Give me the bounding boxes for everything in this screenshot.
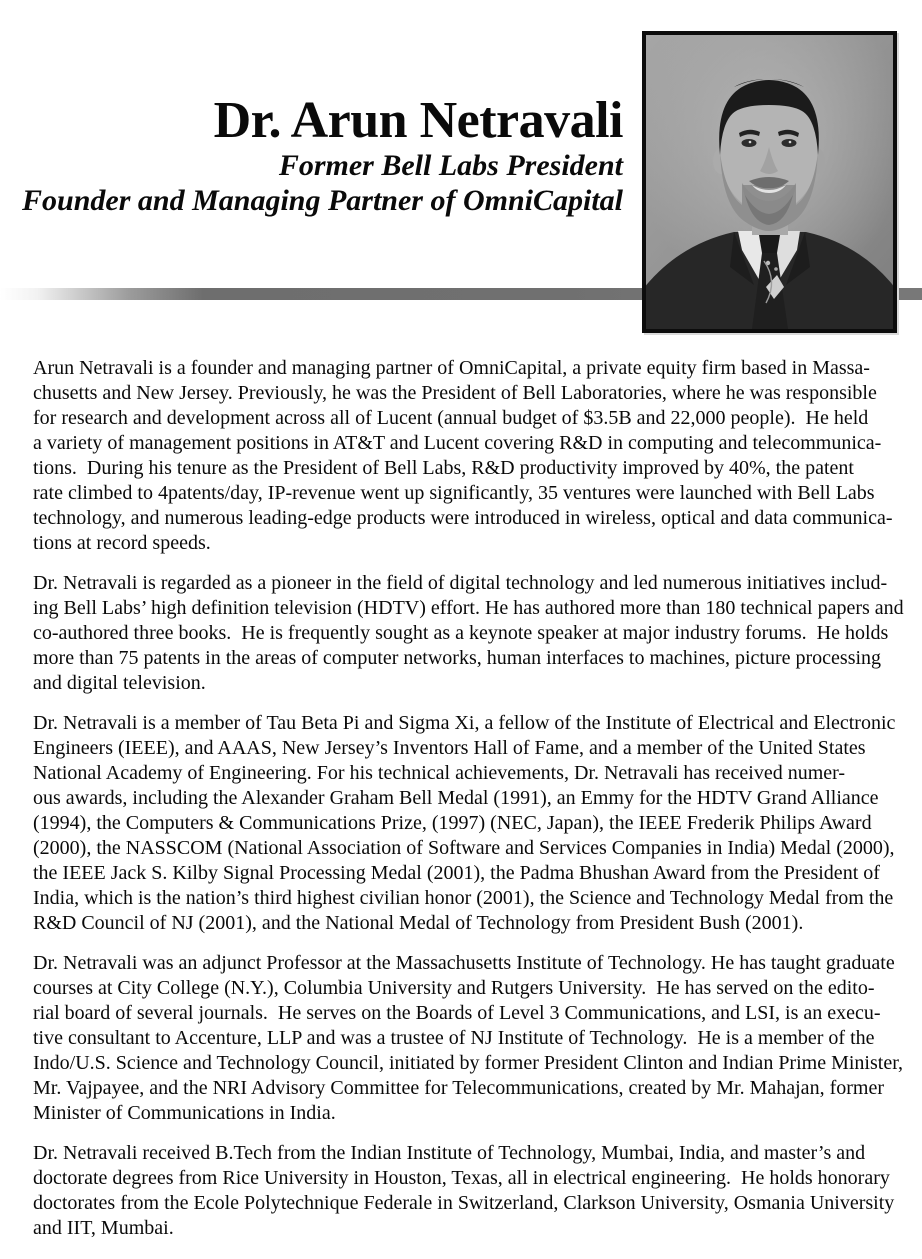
bio-line: chusetts and New Jersey. Previously, he was the President of Bell Laboratories, where he was responsible [33, 382, 877, 404]
bio-line: Dr. Netravali received B.Tech from the Indian Institute of Technology, Mumbai, India, and master’s and [33, 1142, 866, 1164]
subtitle-line2: Founder and Managing Partner of OmniCapital [22, 184, 623, 217]
subtitle-line1: Former Bell Labs President [278, 149, 623, 182]
bio-line: rial board of several journals. He serves on the Boards of Level 3 Communications, and LSI, is an execu- [33, 1002, 881, 1024]
bio-line: co-authored three books. He is frequently sought as a keynote speaker at major industry forums. He holds [33, 622, 889, 644]
bio-line: (1994), the Computers & Communications Prize, (1997) (NEC, Japan), the IEEE Frederik Philips Award [33, 812, 872, 834]
bio-line: more than 75 patents in the areas of computer networks, human interfaces to machines, picture processing [33, 647, 882, 669]
bio-line: tions at record speeds. [33, 532, 211, 554]
bio-line: Arun Netravali is a founder and managing partner of OmniCapital, a private equity firm based in Massa- [33, 357, 870, 379]
bio-line: (2000), the NASSCOM (National Association of Software and Services Companies in India) Medal (2000), [33, 837, 895, 859]
portrait-photo [642, 31, 897, 333]
bio-line: R&D Council of NJ (2001), and the National Medal of Technology from President Bush (2001). [33, 912, 804, 934]
header [0, 94, 623, 218]
bio-paragraph [33, 1141, 903, 1241]
bio-line: rate climbed to 4patents/day, IP-revenue went up significantly, 35 ventures were launched with Bell Labs [33, 482, 875, 504]
bio-line: and IIT, Mumbai. [33, 1217, 174, 1239]
bio-line: India, which is the nation’s third highest civilian honor (2001), the Science and Technology Medal from the [33, 887, 894, 909]
bio-line: a variety of management positions in AT&T and Lucent covering R&D in computing and telecommunica- [33, 432, 882, 454]
bio-line: doctorate degrees from Rice University in Houston, Texas, all in electrical engineering. He holds honorary [33, 1167, 890, 1189]
bio-line: tions. During his tenure as the President of Bell Labs, R&D productivity improved by 40%, the patent [33, 457, 854, 479]
bio-line: courses at City College (N.Y.), Columbia University and Rutgers University. He has served on the edito- [33, 977, 875, 999]
bio-line: the IEEE Jack S. Kilby Signal Processing Medal (2001), the Padma Bhushan Award from the President of [33, 862, 880, 884]
bio-paragraph [33, 356, 903, 556]
page-title: Dr. Arun Netravali [213, 92, 623, 149]
bio-line: Minister of Communications in India. [33, 1102, 336, 1124]
bio-line: Dr. Netravali is regarded as a pioneer in the field of digital technology and led numerous initiatives includ- [33, 572, 888, 594]
portrait-illustration [646, 35, 893, 329]
bio-line: Mr. Vajpayee, and the NRI Advisory Committee for Telecommunications, created by Mr. Mahajan, former [33, 1077, 884, 1099]
bio-text [33, 356, 903, 1256]
bio-line: tive consultant to Accenture, LLP and was a trustee of NJ Institute of Technology. He is a member of the [33, 1027, 875, 1049]
bio-line: doctorates from the Ecole Polytechnique Federale in Switzerland, Clarkson University, Osmania University [33, 1192, 895, 1214]
bio-line: Engineers (IEEE), and AAAS, New Jersey’s Inventors Hall of Fame, and a member of the United States [33, 737, 866, 759]
bio-line: ing Bell Labs’ high definition television (HDTV) effort. He has authored more than 180 technical papers and [33, 597, 904, 619]
bio-line: ous awards, including the Alexander Graham Bell Medal (1991), an Emmy for the HDTV Grand Alliance [33, 787, 879, 809]
bio-paragraph [33, 951, 903, 1126]
bio-line: Indo/U.S. Science and Technology Council, initiated by former President Clinton and Indian Prime Minister, [33, 1052, 904, 1074]
bio-paragraph [33, 571, 903, 696]
bio-line: Dr. Netravali is a member of Tau Beta Pi and Sigma Xi, a fellow of the Institute of Electrical and Electronic [33, 712, 896, 734]
bio-line: and digital television. [33, 672, 206, 694]
bio-line: technology, and numerous leading-edge products were introduced in wireless, optical and data communica- [33, 507, 893, 529]
bio-paragraph [33, 711, 903, 936]
bio-line: for research and development across all of Lucent (annual budget of $3.5B and 22,000 people). He held [33, 407, 869, 429]
bio-line: National Academy of Engineering. For his technical achievements, Dr. Netravali has received numer- [33, 762, 846, 784]
bio-line: Dr. Netravali was an adjunct Professor at the Massachusetts Institute of Technology. He has taught graduate [33, 952, 895, 974]
